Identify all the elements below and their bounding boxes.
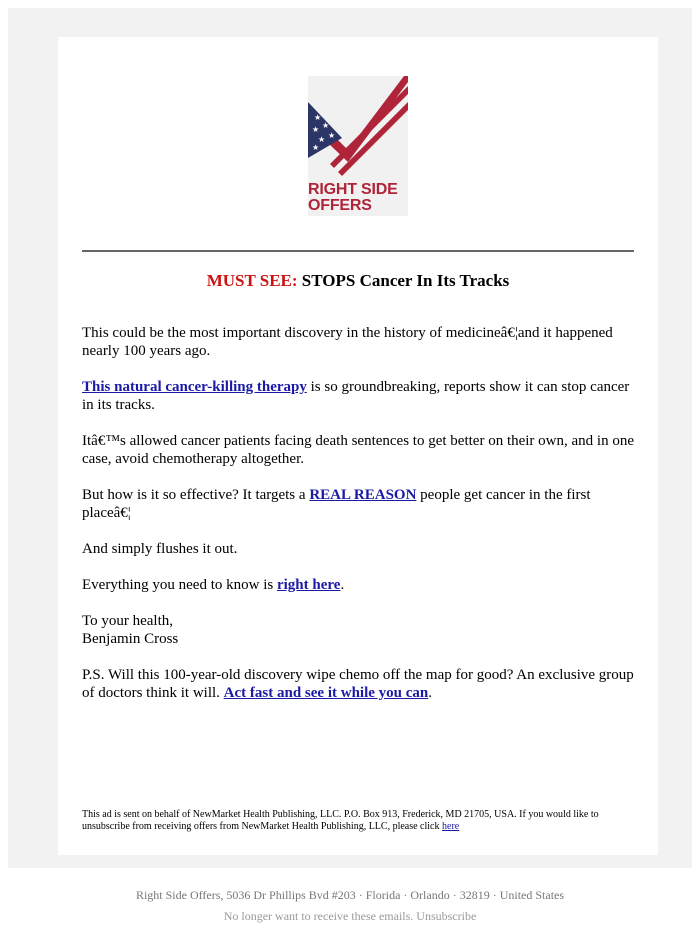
unsubscribe-here-link[interactable]: here xyxy=(442,821,460,832)
us-flag-checkmark-icon xyxy=(308,76,408,182)
paragraph-6-before: Everything you need to know is xyxy=(82,577,277,593)
email-headline xyxy=(58,270,658,292)
paragraph-2 xyxy=(82,378,634,414)
real-reason-link[interactable]: REAL REASON xyxy=(309,487,417,503)
headline-title: STOPS Cancer In Its Tracks xyxy=(301,271,510,290)
footer-address: Right Side Offers, 5036 Dr Phillips Bvd #203 · Florida · Orlando · 32819 · United States xyxy=(135,888,565,902)
logo-wordmark xyxy=(308,182,408,214)
postscript-after: . xyxy=(428,685,432,701)
signature-line-1: To your health, xyxy=(82,613,174,629)
svg-text:★: ★ xyxy=(328,131,336,140)
paragraph-6 xyxy=(82,576,634,594)
paragraph-3: Itâ€™s allowed cancer patients facing death sentences to get better on their own, and in one case, avoid chemotherapy altogether. xyxy=(82,433,634,467)
disclaimer-text: This ad is sent on behalf of NewMarket Health Publishing, LLC. P.O. Box 913, Frederick, MD 21705, USA. If you would like to unsubscribe from receiving offers from NewMarket Health Publishing, LLC, please click xyxy=(82,809,599,832)
signature-name: Benjamin Cross xyxy=(82,631,179,647)
paragraph-6-after: . xyxy=(340,577,345,593)
email-background xyxy=(8,8,692,868)
footer-unsubscribe[interactable]: No longer want to receive these emails. Unsubscribe xyxy=(223,909,477,923)
svg-text:★: ★ xyxy=(322,121,330,130)
logo-line-1: RIGHT SIDE xyxy=(308,181,398,198)
postscript-text: P.S. Will this 100-year-old discovery wipe chemo off the map for good? An exclusive group of doctors think it will. xyxy=(82,667,634,701)
headline-prefix: MUST SEE: xyxy=(206,271,298,290)
svg-text:★: ★ xyxy=(312,125,320,134)
svg-text:★: ★ xyxy=(312,143,320,152)
paragraph-5: And simply flushes it out. xyxy=(82,541,238,557)
paragraph-1: This could be the most important discovery in the history of medicineâ€¦and it happened nearly 100 years ago. xyxy=(82,325,613,359)
email-card xyxy=(58,37,658,855)
therapy-link[interactable]: This natural cancer-killing therapy xyxy=(82,379,307,395)
svg-text:★: ★ xyxy=(318,135,326,144)
paragraph-4 xyxy=(82,486,634,522)
signature xyxy=(82,612,634,648)
paragraph-4-before: But how is it so effective? It targets a xyxy=(82,487,310,503)
right-side-offers-logo xyxy=(308,76,408,216)
paragraph-4-after: people get cancer in the first placeâ€¦ xyxy=(82,487,591,521)
right-here-link[interactable]: right here xyxy=(276,577,341,593)
postscript xyxy=(82,666,634,702)
header-divider xyxy=(82,250,634,252)
logo-line-2: OFFERS xyxy=(308,197,372,214)
svg-text:★: ★ xyxy=(314,113,322,122)
act-fast-link[interactable]: Act fast and see it while you can xyxy=(223,685,429,701)
sender-disclaimer xyxy=(82,809,642,833)
paragraph-2-text: is so groundbreaking, reports show it can stop cancer in its tracks. xyxy=(82,379,630,413)
email-body xyxy=(82,324,634,720)
